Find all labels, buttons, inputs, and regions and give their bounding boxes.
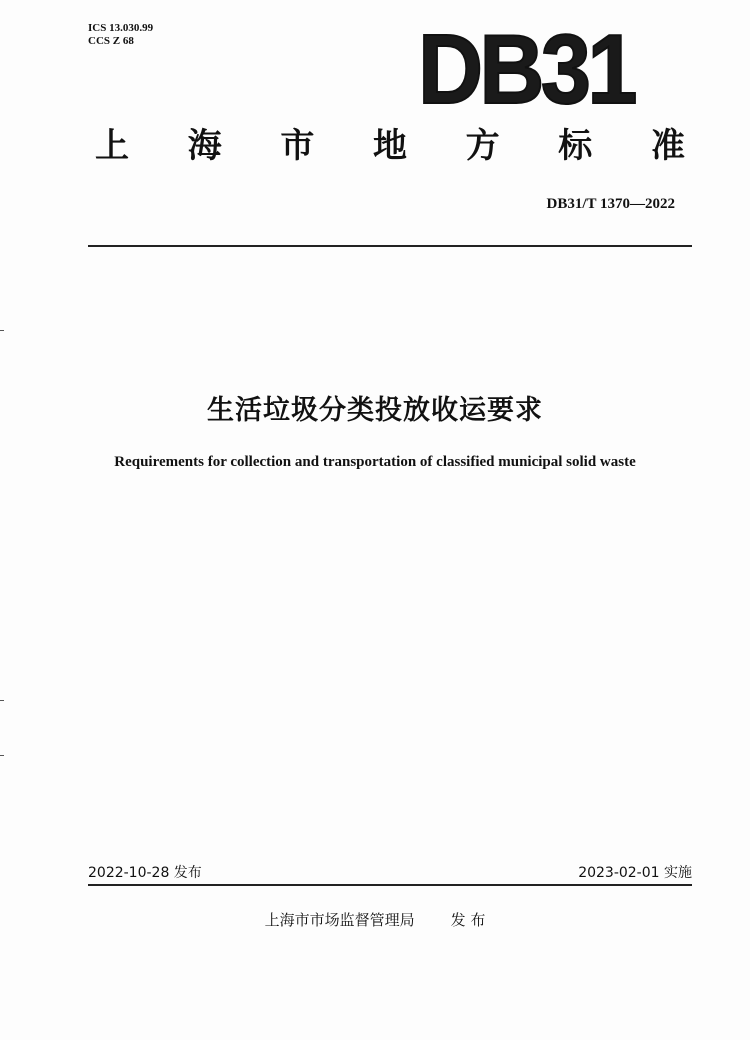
- ccs-code: CCS Z 68: [88, 35, 134, 47]
- standard-type-char: 标: [558, 126, 593, 166]
- issue-label: 发 布: [450, 911, 486, 929]
- scan-margin-mark: [0, 755, 4, 756]
- issuer-name: 上海市市场监督管理局: [264, 911, 415, 929]
- scan-margin-mark: [0, 700, 4, 701]
- standard-type-char: 海: [187, 126, 222, 166]
- ics-code: ICS 13.030.99: [88, 22, 154, 34]
- db31-logo: DB31: [418, 14, 634, 124]
- standard-number: DB31/T 1370—2022: [546, 196, 675, 212]
- standard-type-char: 方: [465, 126, 500, 166]
- standard-type-char: 上: [95, 126, 129, 166]
- standard-type-char: 市: [280, 126, 315, 166]
- scan-margin-mark: [0, 330, 4, 331]
- top-divider: [88, 245, 692, 247]
- bottom-divider: [88, 884, 692, 886]
- standard-type-title: [95, 126, 685, 166]
- implement-date: 2023-02-01 实施: [578, 865, 692, 881]
- chinese-title: 生活垃圾分类投放收运要求: [207, 395, 543, 426]
- issuer-line: [0, 909, 750, 930]
- classification-codes: [88, 22, 153, 48]
- english-title: Requirements for collection and transportation of classified municipal solid waste: [114, 454, 636, 470]
- publish-date: 2022-10-28 发布: [88, 865, 202, 881]
- standard-type-char: 准: [650, 126, 685, 166]
- standard-type-char: 地: [372, 126, 407, 166]
